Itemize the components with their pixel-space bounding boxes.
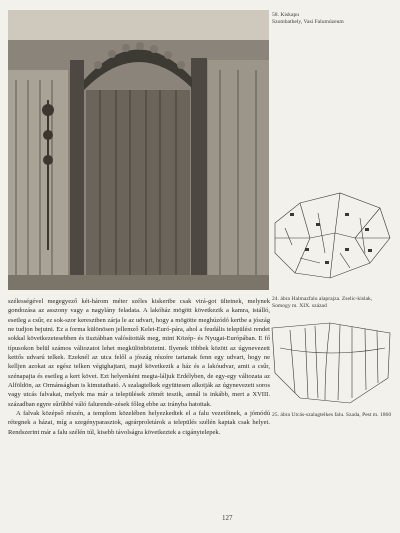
body-text xyxy=(8,297,270,437)
figure-25-caption: 25. ábra Utcás-szalagtelkes falu. Szada, Pest m. 1860 xyxy=(272,412,392,418)
caption-location: Szombathely, Vasi Falumúzeum xyxy=(272,19,344,26)
caption-number: 58. Kiskapu xyxy=(272,12,300,18)
page-number: 127 xyxy=(222,514,233,522)
village-plan-map-1 xyxy=(270,183,394,293)
paragraph-1: szélességével megegyező két-három méter széles kiskertbe csak virá-got ültetnek, melynek gondozása az asszony vagy a nagylány feladata. A lakóház mögött következik a kamra, istálló, esetleg a csűr, ez sok-szor keresztben zárja le az udvart, hogy a mögötte meghúzódó kertbe a jószág ne tudjon bejutni. Ez a forma különösen jellemző Kelet-Euró-pára, ahol a feudális települési rendet sokkal következetesebben és tisztábban valósították meg, mint Közép- és Nyugat-Európában. E fő típusokon belül számos változatot lehet megkülönböztetni. Ilyenek többek között az úgynevezett kettős udvarú telkek. Ezeknél az utca felől a jószág részére tartanak fenn egy udvart, hogy ne kelljen azokat az egész telken végighajtani, majd következik a ház és a lakóudvar, amit a csűr, szénapajta és esetleg a kert követ. Ezt helyenként megta-láljuk Erdélyben, de egy-egy változata az Alföldön, az Ormánságban is kimutatható. A szalagtelkek együttesen alkotják az úgynevezett soros vagy utcás falvakat, melyek ma már a települések zömét teszik, annál is inkább, mert a XVIII. században egyre sűrűbbé váló falurende-zések főleg ebbe az irányba hatottak. xyxy=(8,298,270,408)
kiskapu-photo xyxy=(8,10,269,290)
figure-24-caption: 24. ábra Halmazfalu alaprajza. Zselic-kislak, Somogy m. XIX. század xyxy=(272,296,373,310)
village-plan-map-2 xyxy=(270,318,394,408)
utcas-szalagtelkes-plan xyxy=(270,318,394,408)
gate-illustration xyxy=(8,10,269,290)
figure-58-caption xyxy=(272,12,392,26)
paragraph-2: A falvak középső részén, a templom közelében helyezkedtek el a falu vezetőinek, a jómódú rétegnek a házai, míg a szegényparasztok, agrárproletárok a település szélén kaptak csak helyet. Rendszerint már a falu szélén túl, kisebb távolságra következtek a cigánytelepek. xyxy=(8,410,270,436)
halmazfalu-plan xyxy=(270,183,394,293)
